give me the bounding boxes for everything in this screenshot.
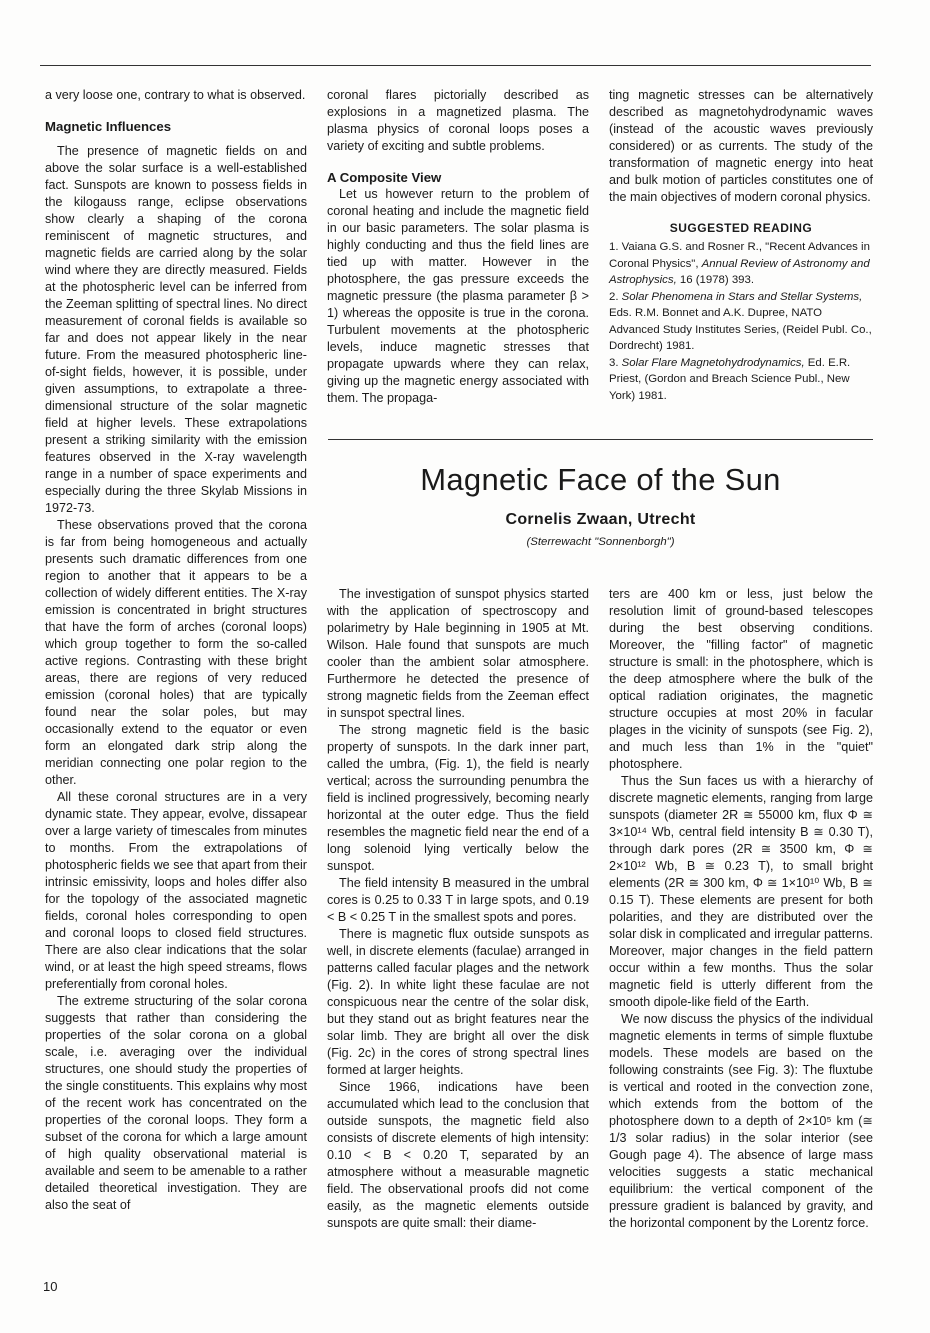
article-title: Magnetic Face of the Sun (420, 462, 781, 497)
paragraph: Let us however return to the problem of coronal heating and include the magnetic field in our basic parameters. The solar plasma is highly conducting and thus the field lines are tied up with matter. However in the photosphere, the gas pressure exceeds the magnetic pressure (the plasma parameter β > 1) whereas the opposite is true in the corona. Turbulent movements at the photospheric levels, induce magnetic stresses that propagate upwards where they can relax, giving up the magnetic energy associated with them. The propaga- (327, 187, 589, 405)
article-affiliation: (Sterrewacht "Sonnenborgh") (526, 536, 675, 548)
paragraph: a very loose one, contrary to what is observed. (45, 88, 306, 102)
column-2 (327, 87, 589, 407)
section-heading-composite-view: A Composite View (327, 170, 442, 185)
paragraph: There is magnetic flux outside sunspots as well, in discrete elements (faculae) arranged in patterns called facular plages and the network (Fig. 2). In white light these faculae are not conspicuous near the centre of the solar disk, but they stand out as bright features near the solar limb. They are bright all over the disk (Fig. 2c) in the cores of strong spectral lines formed at larger heights. (327, 927, 589, 1077)
page-number: 10 (43, 1279, 58, 1294)
paragraph: Since 1966, indications have been accumulated which lead to the conclusion that outside sunspots, the magnetic field also consists of discrete elements of high intensity: 0.10 < B < 0.20 T, separated by an atmosphere without a measurable magnetic field. The observational proofs did not come easily, as the magnetic elements outside sunspots are quite small: their diame- (327, 1080, 589, 1230)
paragraph: coronal flares pictorially described as explosions in a magnetized plasma. The plasma physics of coronal loops poses a variety of exciting and subtle problems. (327, 88, 589, 153)
reference-1: 1. Vaiana G.S. and Rosner R., "Recent Advances in Coronal Physics", Annual Review of Astronomy and Astrophysics, 16 (1978) 393. (609, 241, 870, 286)
paragraph: The presence of magnetic fields on and above the solar surface is a well-established fact. Sunspots are known to possess fields in the kilogauss range, eclipse observations show clearly a shaping of the corona reminiscent of magnetic structures, and magnetic fields are carried along by the solar wind where they are directly measured. Fields at the photospheric level can be inferred from the Zeeman splitting of spectral lines. No direct measurement of coronal fields is available so far and does not appear likely in the near future. From the measured photospheric line-of-sight fields, however, it is possible, under given assumptions, to extrapolate a three-dimensional structure of the solar magnetic field at higher levels. These extrapolations present a striking similarity with the emission features observed in the X-ray wavelength range in a number of space experiments and especially during the three Skylab Missions in 1972-73. (45, 144, 307, 515)
paragraph: ters are 400 km or less, just below the resolution limit of ground-based telescopes during the best observing conditions. Moreover, the "filling factor" of magnetic structure is small: in the photosphere, which is the deep atmosphere where the bulk of the optical radiation originates, the magnetic structure occupies at most 20% in facular plages in the vicinity of sunspots (see Fig. 2), and much less than 1% in the "quiet" photosphere. (609, 587, 873, 771)
article-column-2 (609, 586, 873, 1232)
paragraph: The extreme structuring of the solar corona suggests that rather than considering the properties of the solar corona on a global scale, i.e. averaging over the individual structures, one should study the properties of the single constituents. This explains why most of the recent work has concentrated on the properties of the coronal loops. They form a subset of the corona for which a large amount of high quality observational material is available and seem to be amenable to a rather detailed theoretical investigation. They are also the seat of (45, 994, 307, 1212)
article-column-1 (327, 586, 589, 1232)
suggested-reading-heading: SUGGESTED READING (669, 221, 813, 235)
column-3 (609, 87, 873, 404)
paragraph: The strong magnetic field is the basic property of sunspots. In the dark inner part, called the umbra, (Fig. 1), the field is nearly vertical; across the surrounding penumbra the field is inclined progressively, becoming nearly horizontal at the outer edge. Thus the field resembles the magnetic field near the end of a long solenoid lying vertically below the sunspot. (327, 723, 589, 873)
reference-3: 3. Solar Flare Magnetohydrodynamics, Ed. E.R. Priest, (Gordon and Breach Science Publ., New York) 1981. (609, 356, 851, 402)
section-heading-magnetic-influences: Magnetic Influences (45, 119, 172, 134)
paragraph: We now discuss the physics of the individual magnetic elements in terms of simple fluxtube models. These models are based on the following constraints (see Fig. 3): The fluxtube is vertical and rooted in the convection zone, which extends from the bottom of the photosphere down to a depth of 2×10⁵ km (≅ 1/3 solar radius) in the solar interior (see Gough page 4). The absence of large mass velocities suggests a static mechanical equilibrium: the vertical component of the pressure gradient is balanced by gravity, and the horizontal component by the Lorentz force. (609, 1012, 873, 1230)
reference-2: 2. Solar Phenomena in Stars and Stellar Systems, Eds. R.M. Bonnet and A.K. Dupree, NATO Advanced Study Institutes Series, (Reidel Publ. Co., Dordrecht) 1981. (609, 290, 872, 352)
column-1 (45, 87, 307, 1214)
top-rule (40, 65, 871, 66)
paragraph: Thus the Sun faces us with a hierarchy of discrete magnetic elements, ranging from large sunspots (diameter 2R ≅ 55000 km, flux Φ ≅ 3×10¹⁴ Wb, central field intensity B ≅ 0.30 T), through dark pores (2R ≅ 3500 km, Φ ≅ 2×10¹² Wb, B ≅ 0.23 T), to small bright elements (2R ≅ 300 km, Φ ≅ 1×10¹⁰ Wb, B ≅ 0.15 T). These elements are present for both polarities, and they are distributed over the solar disk in complicated and irregular patterns. Moreover, major changes in the field pattern occur within a few months. Thus the solar magnetic field is utterly different from the smooth dipole-like field of the Earth. (609, 774, 873, 1009)
paragraph: The investigation of sunspot physics started with the application of spectroscopy and polarimetry by Hale beginning in 1905 at Mt. Wilson. Hale found that sunspots are much cooler than the ambient solar atmosphere. Furthermore he detected the presence of strong magnetic fields from the Zeeman effect in sunspot spectral lines. (327, 587, 589, 720)
paragraph: The field intensity B measured in the umbral cores is 0.25 to 0.33 T in large spots, and 0.19 < B < 0.25 T in the smallest spots and pores. (327, 876, 589, 924)
article-separator-rule (328, 439, 873, 440)
paragraph: All these coronal structures are in a very dynamic state. They appear, evolve, dissapear over a large variety of timescales from minutes to months. From the extrapolations of photospheric fields we see that apart from their intrinsic emissivity, loops and holes differ also for the topology of the associated magnetic fields, coronal holes corresponding to open and coronal loops to closed field structures. There are also clear indications that the solar wind, or at least the high speed streams, flows preferentially from coronal holes. (45, 790, 307, 991)
article-author: Cornelis Zwaan, Utrecht (505, 511, 696, 528)
paragraph: ting magnetic stresses can be alternatively described as magnetohydrodynamic waves (instead of the acoustic waves previously considered) or as currents. The study of the transformation of magnetic energy into heat and bulk motion of particles constitutes one of the main objectives of modern coronal physics. (609, 88, 873, 204)
paragraph: These observations proved that the corona is far from being homogeneous and actually presents such dramatic differences from one region to another that it appears to be a collection of widely different entities. The X-ray emission is concentrated in bright structures that have the form of arches (coronal loops) which group together to form the so-called active regions. Contrasting with these bright areas, there are regions of very reduced emission (coronal holes) that are typically found near the solar poles, but may occasionally extend to the equator or even form an elongated dark strip along the meridian connecting one polar region to the other. (45, 518, 307, 787)
